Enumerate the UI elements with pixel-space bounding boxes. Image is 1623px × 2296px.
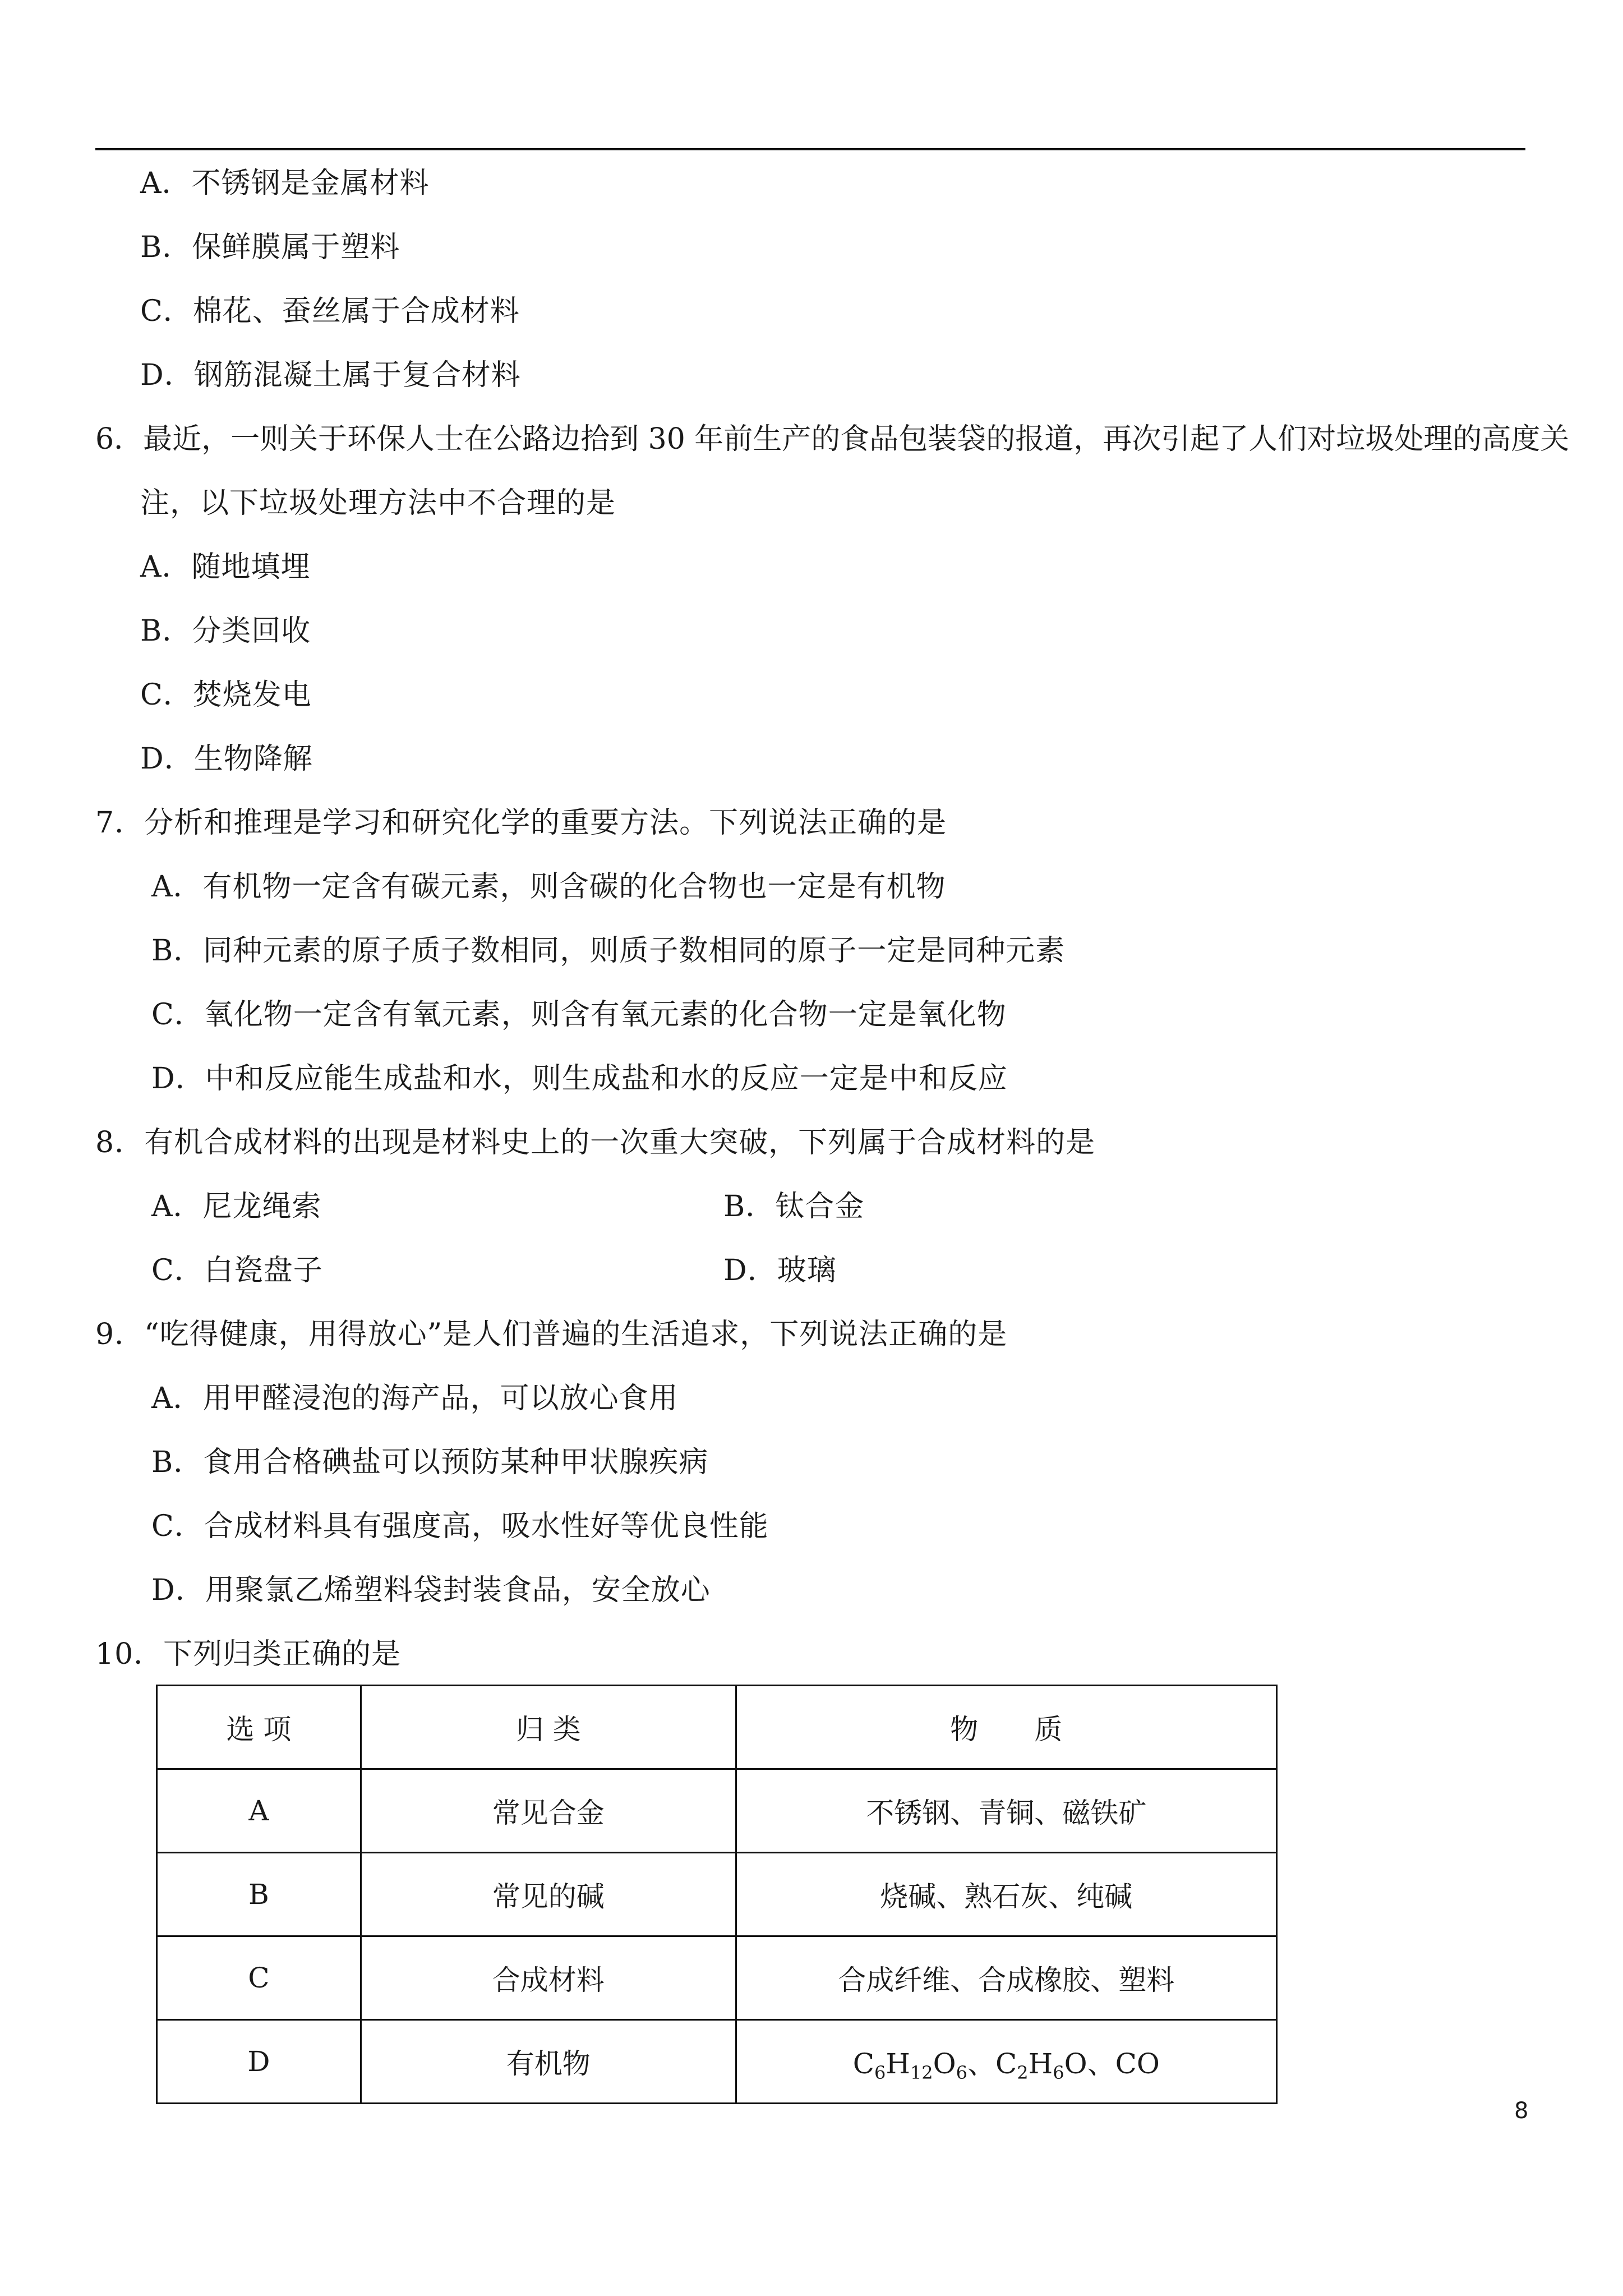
row-a-option: A: [157, 1769, 361, 1853]
header-category: 归 类: [361, 1686, 736, 1769]
row-c-substances: 合成纤维、合成橡胶、塑料: [736, 1936, 1276, 2020]
page-number: 8: [1514, 2098, 1529, 2124]
formula-glucose: $C_6H_{12}O_6$: [852, 2047, 968, 2083]
formula-ethanol: $C_2H_6O$: [995, 2047, 1087, 2083]
q5-option-c: C．棉花、蚕丝属于合成材料: [140, 295, 520, 328]
q5-option-b: B．保鲜膜属于塑料: [140, 231, 400, 264]
q8-option-d: D．玻璃: [723, 1254, 837, 1287]
header-substances: 物 质: [736, 1686, 1276, 1769]
table-header-row: [157, 1686, 1277, 1769]
row-a-category: 常见合金: [361, 1769, 736, 1853]
table-row: [157, 1936, 1277, 2020]
table-row: [157, 1769, 1277, 1853]
header-option: 选 项: [157, 1686, 361, 1769]
row-b-option: B: [157, 1853, 361, 1936]
q9-option-a: A．用甲醛浸泡的海产品，可以放心食用: [151, 1382, 679, 1415]
q6-stem-line1: 6．最近，一则关于环保人士在公路边拾到 30 年前生产的食品包装袋的报道，再次引起了人们对垃圾处理的高度关: [95, 422, 1570, 456]
row-b-substances: 烧碱、熟石灰、纯碱: [736, 1853, 1276, 1936]
q5-option-d: D．钢筋混凝土属于复合材料: [140, 358, 521, 392]
table-row: [157, 1853, 1277, 1936]
table-row: [157, 2020, 1277, 2104]
q6-option-d: D．生物降解: [140, 742, 313, 776]
row-d-category: 有机物: [361, 2020, 736, 2104]
header-rule: [95, 148, 1525, 150]
row-c-category: 合成材料: [361, 1936, 736, 2020]
q7-option-c: C．氧化物一定含有氧元素，则含有氧元素的化合物一定是氧化物: [151, 998, 1007, 1032]
q9-option-b: B．食用合格碘盐可以预防某种甲状腺疾病: [151, 1446, 709, 1479]
q6-option-c: C．焚烧发电: [140, 678, 312, 712]
q7-option-b: B．同种元素的原子质子数相同，则质子数相同的原子一定是同种元素: [151, 934, 1066, 968]
row-c-option: C: [157, 1936, 361, 2020]
q8-option-c: C．白瓷盘子: [151, 1254, 323, 1287]
q6-option-a: A．随地填埋: [140, 550, 311, 584]
q10-table: [156, 1685, 1278, 2104]
q5-option-a: A．不锈钢是金属材料: [140, 167, 430, 200]
row-d-substances: $C_6H_{12}O_6$、$C_2H_6O$、CO: [736, 2020, 1276, 2104]
q6-option-b: B．分类回收: [140, 614, 311, 648]
q7-option-a: A．有机物一定含有碳元素，则含碳的化合物也一定是有机物: [151, 870, 946, 904]
formula-co: CO: [1115, 2047, 1160, 2080]
q9-option-c: C．合成材料具有强度高，吸水性好等优良性能: [151, 1510, 769, 1543]
q9-stem: 9．“吃得健康，用得放心”是人们普遍的生活追求，下列说法正确的是: [95, 1318, 1008, 1351]
q7-option-d: D．中和反应能生成盐和水，则生成盐和水的反应一定是中和反应: [151, 1062, 1008, 1096]
q8-option-b: B．钛合金: [723, 1190, 865, 1223]
q10-stem: 10．下列归类正确的是: [95, 1637, 402, 1671]
row-b-category: 常见的碱: [361, 1853, 736, 1936]
q8-stem: 8．有机合成材料的出现是材料史上的一次重大突破，下列属于合成材料的是: [95, 1126, 1096, 1159]
row-d-option: D: [157, 2020, 361, 2104]
q6-stem-line2: 注，以下垃圾处理方法中不合理的是: [140, 486, 616, 520]
q7-stem: 7．分析和推理是学习和研究化学的重要方法。下列说法正确的是: [95, 806, 947, 840]
row-a-substances: 不锈钢、青铜、磁铁矿: [736, 1769, 1276, 1853]
q8-option-a: A．尼龙绳索: [151, 1190, 322, 1223]
q9-option-d: D．用聚氯乙烯塑料袋封装食品，安全放心: [151, 1573, 711, 1607]
